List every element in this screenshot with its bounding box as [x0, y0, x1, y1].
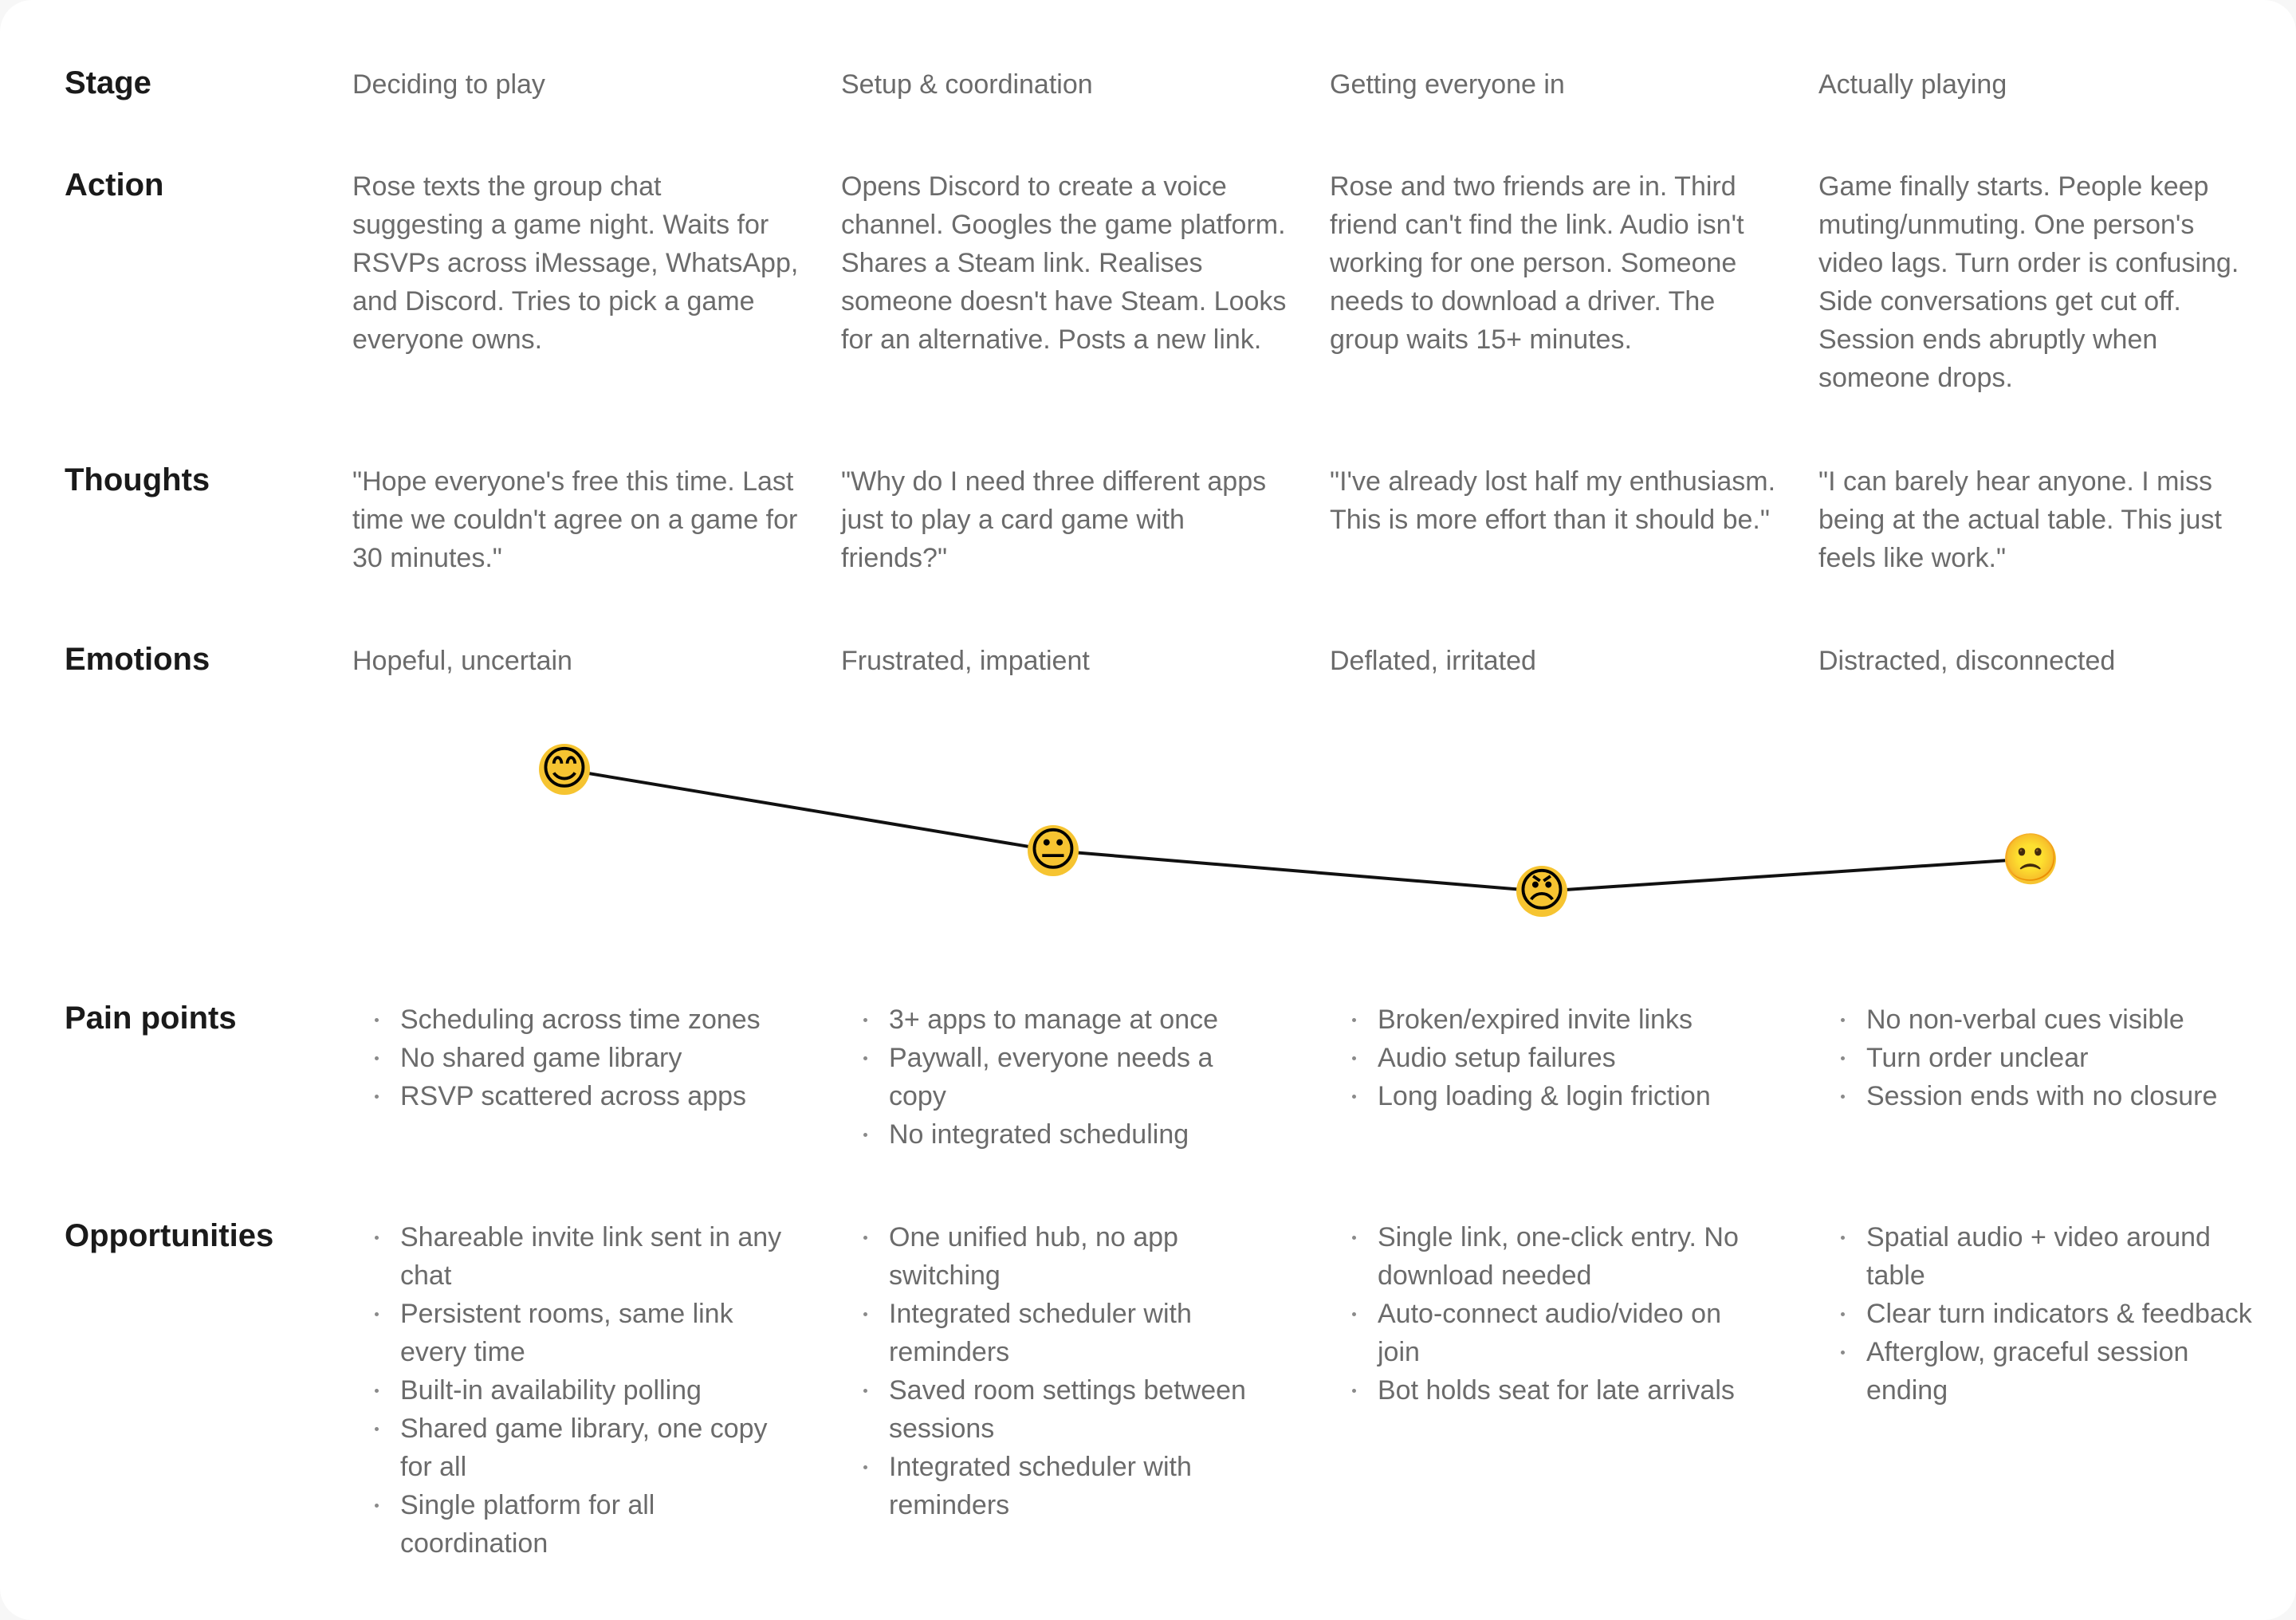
opportunities-list: [1822, 1218, 2253, 1410]
row-label-stage: Stage: [65, 65, 151, 100]
stage-name: Setup & coordination: [841, 69, 1093, 100]
list-item: Saved room settings between sessions: [845, 1371, 1276, 1448]
list-item: Built-in availability polling: [356, 1371, 787, 1410]
pain-points-list: [845, 1001, 1276, 1154]
list-item: Long loading & login friction: [1334, 1077, 1764, 1115]
list-item: Shared game library, one copy for all: [356, 1410, 787, 1486]
row-label-thoughts: Thoughts: [65, 462, 210, 497]
list-item: One unified hub, no app switching: [845, 1218, 1276, 1295]
emotion-curve-chart: [0, 702, 2296, 973]
emotion-emoji: 😊: [540, 742, 589, 795]
action-text: Game finally starts. People keep muting/unmuting. One person's video lags. Turn order is confusing. Side conversations get cut off. Session ends abruptly when someone drops.: [1818, 171, 2239, 393]
list-item: Single link, one-click entry. No download needed: [1334, 1218, 1764, 1295]
emotion-text: Hopeful, uncertain: [352, 646, 572, 676]
list-item: Afterglow, graceful session ending: [1822, 1333, 2253, 1410]
emotion-text: Distracted, disconnected: [1818, 646, 2116, 676]
row-label-pain-points: Pain points: [65, 1001, 237, 1036]
list-item: No shared game library: [356, 1039, 787, 1077]
emotion-emoji: 😐: [1028, 824, 1078, 876]
row-label-action: Action: [65, 167, 164, 202]
thought-text: "Hope everyone's free this time. Last time we couldn't agree on a game for 30 minutes.": [352, 466, 798, 573]
list-item: Paywall, everyone needs a copy: [845, 1039, 1276, 1115]
list-item: Turn order unclear: [1822, 1039, 2253, 1077]
list-item: Broken/expired invite links: [1334, 1001, 1764, 1039]
row-label-emotions: Emotions: [65, 642, 210, 677]
list-item: Spatial audio + video around table: [1822, 1218, 2253, 1295]
thought-text: "I've already lost half my enthusiasm. This is more effort than it should be.": [1330, 466, 1776, 535]
list-item: Bot holds seat for late arrivals: [1334, 1371, 1764, 1410]
emotion-marker-3: [1516, 864, 1567, 917]
emotion-text: Frustrated, impatient: [841, 646, 1090, 676]
list-item: Integrated scheduler with reminders: [845, 1295, 1276, 1371]
thought-text: "Why do I need three different apps just to play a card game with friends?": [841, 466, 1267, 573]
action-text: Rose and two friends are in. Third friend can't find the link. Audio isn't working for one person. Someone needs to download a driver. The group waits 15+ minutes.: [1330, 171, 1744, 355]
stage-name: Getting everyone in: [1330, 69, 1565, 100]
list-item: No integrated scheduling: [845, 1115, 1276, 1154]
stage-name: Deciding to play: [352, 69, 545, 100]
emotion-emoji: 🙁: [2001, 832, 2060, 884]
list-item: Integrated scheduler with reminders: [845, 1448, 1276, 1524]
list-item: RSVP scattered across apps: [356, 1077, 787, 1115]
list-item: 3+ apps to manage at once: [845, 1001, 1276, 1039]
thought-text: "I can barely hear anyone. I miss being at the actual table. This just feels like work.": [1818, 466, 2222, 573]
list-item: Scheduling across time zones: [356, 1001, 787, 1039]
list-item: No non-verbal cues visible: [1822, 1001, 2253, 1039]
opportunities-list: [1334, 1218, 1764, 1410]
opportunities-list: [845, 1218, 1276, 1524]
emotion-line: [564, 769, 2031, 891]
action-text: Opens Discord to create a voice channel. Googles the game platform. Shares a Steam link. Realises someone doesn't have Steam. Looks for an alternative. Posts a new link.: [841, 171, 1287, 355]
emotion-marker-1: [539, 742, 590, 795]
list-item: Session ends with no closure: [1822, 1077, 2253, 1115]
row-label-opportunities: Opportunities: [65, 1218, 274, 1253]
pain-points-list: [1334, 1001, 1764, 1115]
list-item: Audio setup failures: [1334, 1039, 1764, 1077]
pain-points-list: [356, 1001, 787, 1115]
stage-name: Actually playing: [1818, 69, 2007, 100]
emotion-text: Deflated, irritated: [1330, 646, 1536, 676]
emotion-marker-4: [2002, 832, 2059, 885]
emotion-marker-2: [1028, 824, 1079, 876]
list-item: Single platform for all coordination: [356, 1486, 787, 1563]
action-text: Rose texts the group chat suggesting a game night. Waits for RSVPs across iMessage, WhatsApp, and Discord. Tries to pick a game everyone owns.: [352, 171, 799, 355]
emotion-emoji: 😠: [1517, 864, 1567, 917]
list-item: Clear turn indicators & feedback: [1822, 1295, 2253, 1333]
opportunities-list: [356, 1218, 787, 1563]
list-item: Auto-connect audio/video on join: [1334, 1295, 1764, 1371]
list-item: Persistent rooms, same link every time: [356, 1295, 787, 1371]
pain-points-list: [1822, 1001, 2253, 1115]
list-item: Shareable invite link sent in any chat: [356, 1218, 787, 1295]
